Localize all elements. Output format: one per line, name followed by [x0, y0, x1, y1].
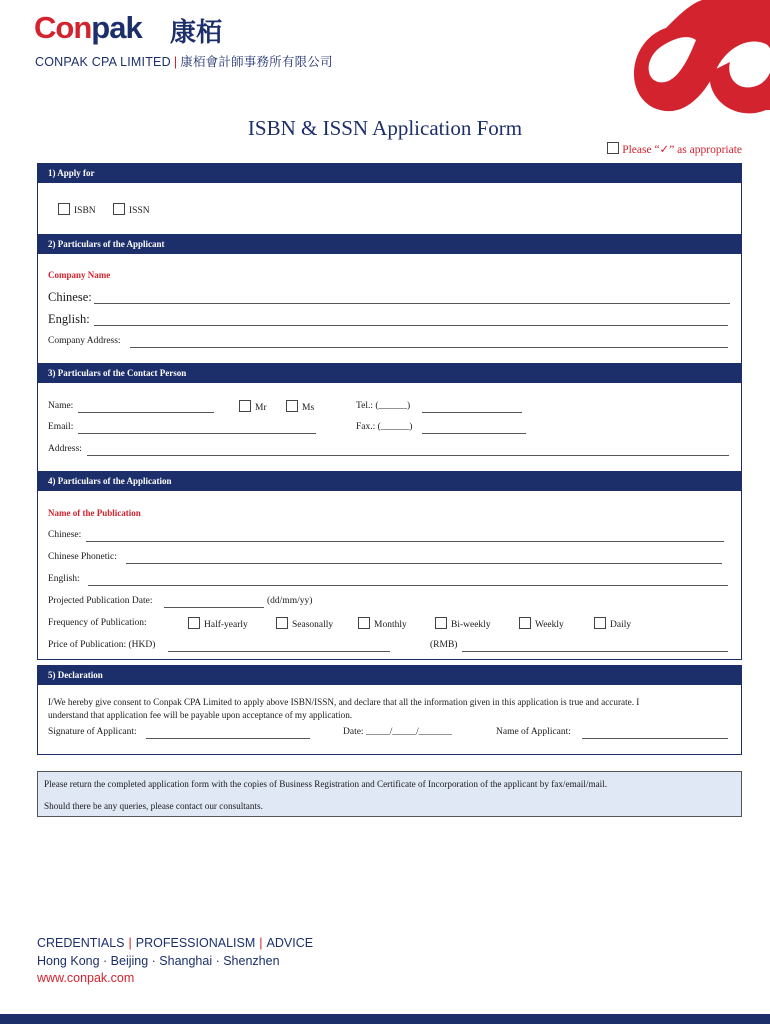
projected-date-label: Projected Publication Date: — [48, 596, 153, 606]
declaration-text-1: I/We hereby give consent to Conpak CPA Limited to apply above ISBN/ISSN, and declare that all the information given in this application is true and accurate. I — [48, 697, 640, 707]
ms-checkbox[interactable] — [286, 400, 298, 412]
contact-name-field[interactable] — [78, 412, 214, 413]
company-chinese-label: Chinese: — [48, 290, 92, 304]
price-rmb-field[interactable] — [462, 651, 728, 652]
section-1-header: 1) Apply for — [37, 163, 742, 183]
contact-email-label: Email: — [48, 422, 74, 432]
section-2-header: 2) Particulars of the Applicant — [37, 234, 742, 254]
signature-label: Signature of Applicant: — [48, 727, 137, 737]
return-instructions-text: Please return the completed application form with the copies of Business Registration and Certificate of Incorporation of the applicant by fax/email/mail. — [44, 779, 608, 789]
declaration-text-2: understand that application fee will be payable upon acceptance of my application. — [48, 710, 353, 720]
contact-fax-field[interactable] — [422, 433, 526, 434]
footer-cities: Hong Kong · Beijing · Shanghai · Shenzhen — [37, 954, 280, 968]
bottom-bar — [0, 1014, 770, 1024]
projected-date-field[interactable] — [164, 607, 264, 608]
brand-swoosh-icon — [618, 0, 770, 122]
section-5-header: 5) Declaration — [37, 665, 742, 685]
note-checkbox-icon — [607, 142, 619, 154]
half-yearly-checkbox[interactable] — [188, 617, 200, 629]
apply-issn-option[interactable]: ISSN — [113, 203, 150, 216]
queries-text: Should there be any queries, please contact our consultants. — [44, 801, 263, 811]
contact-name-label: Name: — [48, 401, 74, 411]
frequency-label: Frequency of Publication: — [48, 618, 147, 628]
conpak-logo: Conpak — [34, 10, 142, 45]
section-4-header: 4) Particulars of the Application — [37, 471, 742, 491]
mr-option[interactable]: Mr — [239, 400, 267, 413]
freq-seasonally[interactable]: Seasonally — [276, 617, 333, 630]
footer-website-link[interactable]: www.conpak.com — [37, 971, 135, 985]
company-english-field[interactable] — [94, 325, 728, 326]
company-chinese-field[interactable] — [94, 303, 730, 304]
publication-phonetic-label: Chinese Phonetic: — [48, 552, 117, 562]
publication-english-field[interactable] — [88, 585, 728, 586]
form-title: ISBN & ISSN Application Form — [247, 116, 523, 140]
monthly-checkbox[interactable] — [358, 617, 370, 629]
issn-checkbox[interactable] — [113, 203, 125, 215]
publication-name-label: Name of the Publication — [48, 508, 141, 518]
contact-tel-field[interactable] — [422, 412, 522, 413]
ms-option[interactable]: Ms — [286, 400, 314, 413]
footer-values: CREDENTIALS | PROFESSIONALISM | ADVICE — [37, 936, 314, 950]
check-note: Please “✓” as appropriate — [607, 142, 742, 156]
freq-weekly[interactable]: Weekly — [519, 617, 564, 630]
publication-chinese-field[interactable] — [86, 541, 724, 542]
daily-checkbox[interactable] — [594, 617, 606, 629]
section-3-header: 3) Particulars of the Contact Person — [37, 363, 742, 383]
company-address-label: Company Address: — [48, 336, 121, 346]
publication-chinese-label: Chinese: — [48, 530, 82, 540]
freq-half-yearly[interactable]: Half-yearly — [188, 617, 248, 630]
contact-address-label: Address: — [48, 444, 82, 454]
date-format-hint: (dd/mm/yy) — [267, 596, 313, 606]
company-english-label: English: — [48, 312, 90, 326]
price-hkd-label: Price of Publication: (HKD) — [48, 640, 156, 650]
contact-tel-label: Tel.: (______) — [356, 401, 411, 411]
price-rmb-label: (RMB) — [430, 640, 458, 650]
apply-isbn-option[interactable]: ISBN — [58, 203, 96, 216]
company-address-field[interactable] — [130, 347, 728, 348]
applicant-name-field[interactable] — [582, 738, 728, 739]
company-name: CONPAK CPA LIMITED | 康栢會計師事務所有限公司 — [35, 55, 333, 69]
contact-email-field[interactable] — [78, 433, 316, 434]
isbn-checkbox[interactable] — [58, 203, 70, 215]
weekly-checkbox[interactable] — [519, 617, 531, 629]
signature-field[interactable] — [146, 738, 310, 739]
applicant-name-label: Name of Applicant: — [496, 727, 571, 737]
conpak-logo-chinese: 康栢 — [170, 18, 223, 48]
freq-monthly[interactable]: Monthly — [358, 617, 407, 630]
contact-address-field[interactable] — [87, 455, 729, 456]
freq-daily[interactable]: Daily — [594, 617, 631, 630]
company-name-label: Company Name — [48, 270, 111, 280]
bi-weekly-checkbox[interactable] — [435, 617, 447, 629]
seasonally-checkbox[interactable] — [276, 617, 288, 629]
publication-english-label: English: — [48, 574, 80, 584]
publication-phonetic-field[interactable] — [126, 563, 722, 564]
declaration-date[interactable]: Date: _____/_____/_______ — [343, 727, 452, 737]
freq-bi-weekly[interactable]: Bi-weekly — [435, 617, 491, 630]
contact-fax-label: Fax.: (______) — [356, 422, 413, 432]
mr-checkbox[interactable] — [239, 400, 251, 412]
price-hkd-field[interactable] — [168, 651, 390, 652]
